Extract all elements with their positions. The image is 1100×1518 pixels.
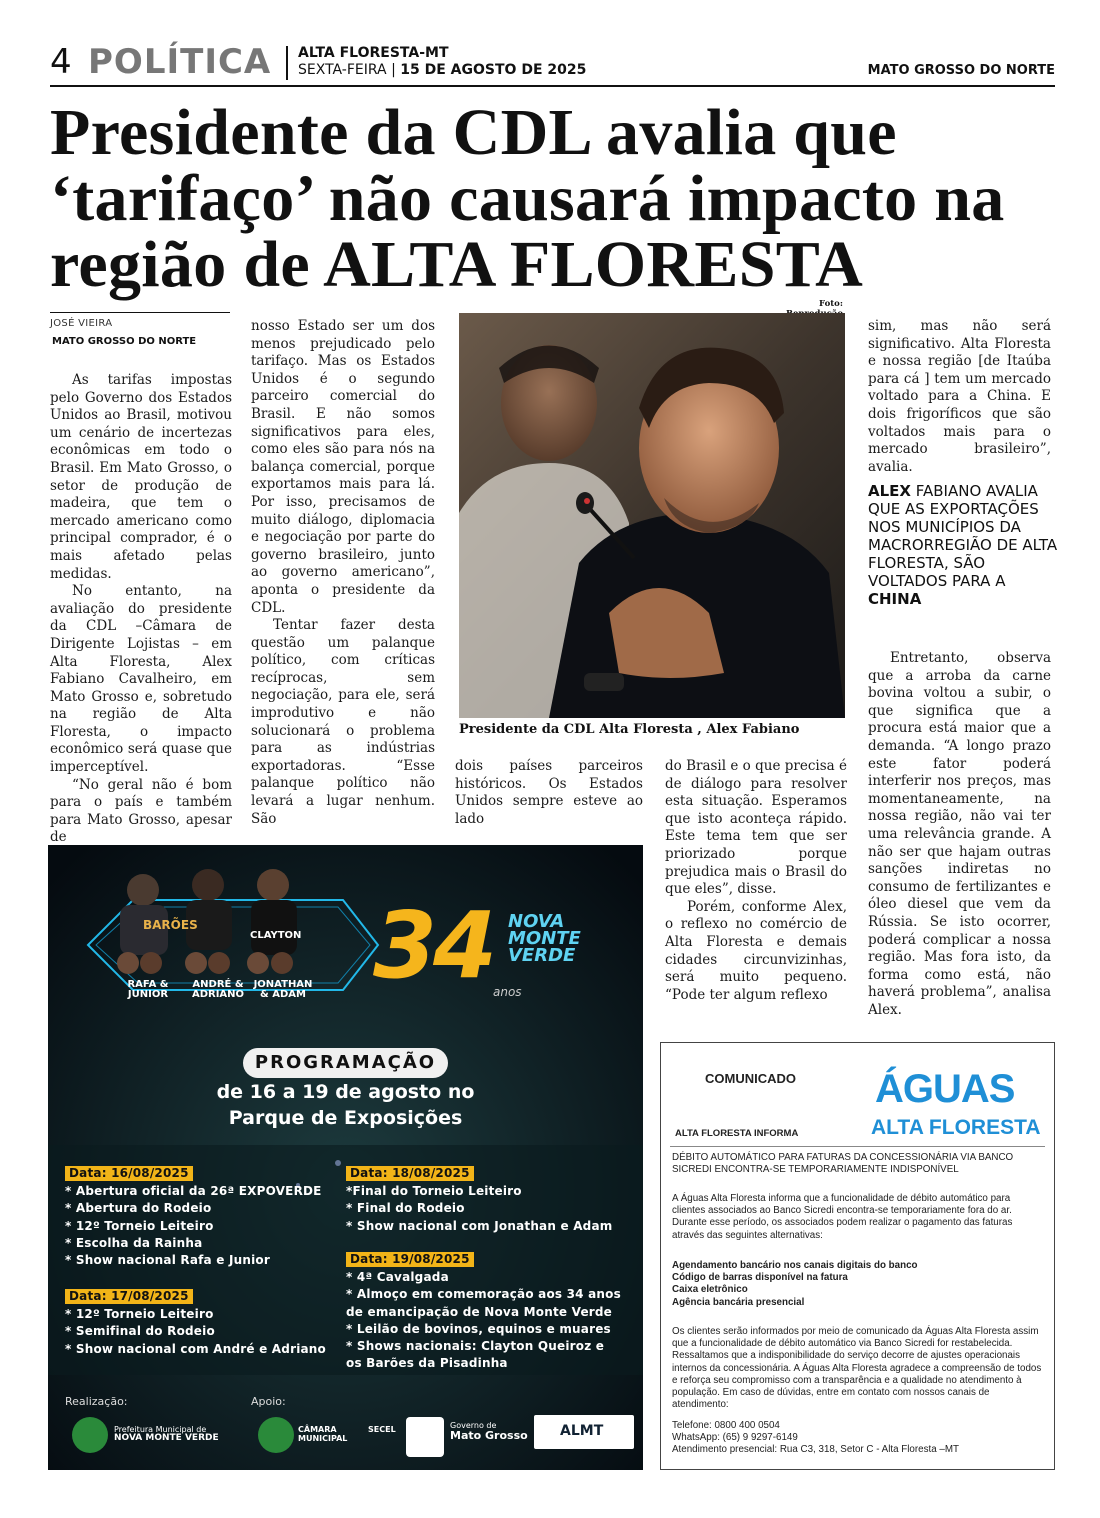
paragraph: dois países parceiros históricos. Os Estados Unidos sempre esteve ao lado: [455, 758, 643, 827]
almt-logo: ALMT: [560, 1423, 604, 1439]
notice-paragraph: A Águas Alta Floresta informa que a funcionalidade de débito automático para clientes associados ao Banco Sicredi encontra-se temporariamente fora do ar. Durante esse período, os associados podem realizar o pagamento das faturas através das seguintes alternativas:: [672, 1193, 1013, 1241]
camara-logo: CÂMARA MUNICIPAL: [298, 1425, 348, 1443]
schedule-item: * Abertura oficial da 26ª EXPOVERDE: [65, 1184, 322, 1198]
schedule-date: Data: 16/08/2025: [65, 1166, 193, 1181]
pull-quote-bold: CHINA: [868, 590, 922, 608]
schedule-day: [65, 1165, 322, 1269]
governo-line: Governo de: [450, 1421, 497, 1430]
ad-dates: de 16 a 19 de agosto no: [216, 1081, 475, 1103]
header-city: ALTA FLORESTA-MT: [298, 45, 449, 61]
schedule-item: * 12º Torneio Leiteiro: [65, 1307, 214, 1321]
pull-quote: [868, 482, 1058, 608]
paragraph: sim, mas não será significativo. Alta Floresta e nossa região [de Itaúba para cá ] tem um mercado voltado para a China. E dois frigoríficos que são voltados mais para o mercado brasileiro”, avalia.: [868, 318, 1051, 475]
notice-rule: [670, 1146, 1045, 1147]
section-title: POLÍTICA: [88, 42, 272, 82]
aguas-logo: ÁGUAS: [875, 1067, 1015, 1111]
headline-line-2: ‘tarifaço’ não causará impacto na: [50, 162, 1005, 235]
paragraph: Tentar fazer desta questão um palanque político, com críticas recíprocas, sem negociação, para ele, será improdutivo e não solucionará o problema para as indústrias exportadoras. “Esse palanque político não levará a lugar nenhum. São: [251, 617, 435, 827]
artist-label: RAFA & JUNIOR: [127, 979, 169, 1000]
pull-quote-text: FABIANO AVALIA QUE AS EXPORTAÇÕES NOS MUNICÍPIOS DA MACRORREGIÃO DE ALTA FLORESTA, SÃO VOLTADOS PARA A: [868, 482, 1058, 590]
schedule-item: * Almoço em comemoração aos 34 anos: [346, 1287, 621, 1302]
schedule-day: [346, 1165, 612, 1235]
page-header: [50, 42, 1055, 82]
schedule-day: [346, 1251, 621, 1373]
paragraph: nosso Estado ser um dos menos prejudicado pelo tarifaço. Mas os Estados Unidos é o segundo parceiro comercial do Brasil. E não somos significativos para eles, como eles são para nós na balança comercial, porque exportamos mais para lá. Por isso, precisamos de muito diálogo, diplomacia e negociação por parte do governo brasileiro, junto ao governo americano”, aponta o presidente da CDL.: [251, 318, 435, 616]
artist-label: JONATHAN & ADAM: [253, 979, 313, 1000]
byline-newspaper: MATO GROSSO DO NORTE: [52, 336, 197, 347]
article-column-5b: [868, 650, 1051, 1019]
photo-credit: Foto:: [819, 299, 843, 309]
notice-informa: ALTA FLORESTA INFORMA: [675, 1128, 799, 1139]
article-column-5: [868, 318, 1051, 476]
schedule-item: * Leilão de bovinos, equinos e muares: [346, 1321, 611, 1336]
schedule-item: * 12º Torneio Leiteiro: [65, 1218, 214, 1233]
notice-contacts: [672, 1420, 1044, 1457]
notice-alternatives: [672, 1260, 1044, 1309]
headline-line-3: região de ALTA FLORESTA: [50, 228, 864, 301]
paragraph: Porém, conforme Alex, o reflexo no comércio de Alta Floresta e demais cidades circunvizinhas, será muito pequeno. “Pode ter algum reflexo: [665, 898, 847, 1003]
schedule-item: de emancipação de Nova Monte Verde: [346, 1304, 613, 1319]
schedule-item: *Final do Torneio Leiteiro: [346, 1184, 522, 1198]
schedule-item: os Barões da Pisadinha: [346, 1356, 508, 1371]
governo-line: Mato Grosso: [450, 1429, 528, 1442]
schedule-item: * Escolha da Rainha: [65, 1235, 203, 1250]
headline-line-1: Presidente da CDL avalia que: [50, 96, 897, 169]
alternative-item: Agendamento bancário nos canais digitais do banco: [672, 1260, 918, 1271]
photo-illustration: [459, 313, 845, 718]
schedule-date: Data: 19/08/2025: [346, 1252, 474, 1267]
article-column-2: [251, 318, 435, 828]
notice-paragraph: Os clientes serão informados por meio de comunicado da Águas Alta Floresta assim que a funcionalidade de débito automático via Banco Sicredi for restabelecida. Ressaltamos que a indisponibilidade do serviço decorre de ajustes operacionais internos da concessionária. A Águas Alta Floresta agradece a compreensão de todos e reforça seu compromisso com a transparência e a qualidade no atendimento à população. Em caso de dúvidas, entre em contato com nossos canais de atendimento:: [672, 1326, 1042, 1411]
prefeitura-line: NOVA MONTE VERDE: [114, 1433, 219, 1443]
paragraph: No entanto, na avaliação do presidente da CDL –Câmara de Dirigente Lojistas – em Alta Floresta, Alex Fabiano Cavalheiro, em Mato Grosso e, sobretudo na região de Alta Floresta, o impacto econômico será quase que imperceptível.: [50, 583, 232, 776]
schedule-day: [65, 1288, 326, 1358]
notice-box: [660, 1042, 1055, 1470]
article-photo: [459, 313, 845, 718]
city-line: NOVA: [508, 911, 565, 932]
schedule-item: * Final do Rodeio: [346, 1201, 465, 1216]
schedule-item: * Show nacional com André e Adriano: [65, 1341, 326, 1356]
header-date-line: SEXTA-FEIRA | 15 DE AGOSTO DE 2025: [298, 62, 587, 78]
ad-place: Parque de Exposições: [228, 1107, 463, 1129]
city-line: MONTE: [508, 928, 581, 949]
prefeitura-line: Prefeitura Municipal de: [114, 1425, 207, 1434]
governo-logo: [450, 1421, 528, 1442]
notice-headline: DÉBITO AUTOMÁTICO PARA FATURAS DA CONCESSIONÁRIA VIA BANCO SICREDI ENCONTRA-SE TEMPORARIAMENTE INDISPONÍVEL: [672, 1152, 1014, 1176]
photo-caption: Presidente da CDL Alta Floresta , Alex Fabiano: [459, 722, 800, 737]
schedule-item: * Show nacional Rafa e Junior: [65, 1253, 270, 1268]
contact-phone: Telefone: 0800 400 0504: [672, 1420, 780, 1431]
artist-label: BARÕES: [143, 918, 198, 932]
aguas-logo-sub: ALTA FLORESTA: [871, 1116, 1041, 1139]
prefeitura-logo: [114, 1425, 219, 1443]
article-column-4: [665, 758, 847, 1004]
paragraph: “No geral não é bom para o país e também para Mato Grosso, apesar de: [50, 776, 232, 846]
paragraph: do Brasil e o que precisa é de diálogo para resolver esta situação. Esperamos que isto aconteça rápido. Este tema tem que ser priorizado porque prejudica mais o Brasil do que eles”, disse.: [665, 758, 847, 898]
schedule-date: Data: 17/08/2025: [65, 1289, 193, 1304]
artist-label: ANDRÉ & ADRIANO: [191, 979, 245, 1000]
ad-city-name: [508, 913, 581, 964]
schedule-date: Data: 18/08/2025: [346, 1166, 474, 1181]
contact-whatsapp: WhatsApp: (65) 9 9297-6149: [672, 1432, 798, 1444]
alternative-item: Código de barras disponível na fatura: [672, 1272, 848, 1284]
secel-logo: SECEL: [368, 1425, 396, 1434]
ad-anos: anos: [493, 985, 522, 999]
city-line: VERDE: [508, 945, 576, 966]
alternative-item: Agência bancária presencial: [672, 1296, 805, 1308]
paragraph: Entretanto, observa que a arroba da carne bovina voltou a subir, o que significa que a procura está maior que a demanda. “A longo prazo este fator poderá interferir nos preços, mas momentaneamente, na nossa região, não vai ter uma relevância grande. A não ser que hajam outras sanções indiretas no consumo de fertilizantes e óleo diesel que vem da Rússia. Se isto ocorrer, poderá complicar a nossa região. Mas fora isto, da forma como está, não haverá problema”, analisa Alex.: [868, 650, 1051, 1018]
schedule-item: * Shows nacionais: Clayton Queiroz e: [346, 1339, 605, 1354]
pull-quote-bold: ALEX: [868, 482, 911, 500]
article-headline: [50, 96, 1060, 301]
header-newspaper: MATO GROSSO DO NORTE: [867, 63, 1055, 78]
schedule-item: * Semifinal do Rodeio: [65, 1324, 215, 1339]
alternative-item: Caixa eletrônico: [672, 1284, 748, 1296]
article-column-1: [50, 372, 232, 847]
byline-rule: [50, 312, 230, 313]
notice-heading: COMUNICADO: [705, 1071, 796, 1086]
ad-apoio-label: Apoio:: [251, 1395, 286, 1408]
contact-address: Atendimento presencial: Rua C3, 318, Setor C - Alta Floresta –MT: [672, 1444, 959, 1456]
schedule-item: * Show nacional com Jonathan e Adam: [346, 1218, 613, 1233]
schedule-item: * 4ª Cavalgada: [346, 1270, 449, 1284]
ad-anniversary-number: 34: [373, 892, 494, 999]
author-name: JOSÉ VIEIRA: [50, 318, 113, 329]
schedule-item: * Abertura do Rodeio: [65, 1201, 212, 1216]
article-column-3: [455, 758, 643, 828]
header-date: 15 DE AGOSTO DE 2025: [400, 62, 587, 78]
ad-realizacao-label: Realização:: [65, 1395, 128, 1408]
event-advertisement: [48, 845, 643, 1470]
header-weekday: SEXTA-FEIRA: [298, 62, 387, 78]
paragraph: As tarifas impostas pelo Governo dos Estados Unidos ao Brasil, motivou um cenário de incertezas econômicas em todo o Brasil. Em Mato Grosso, o setor de produção de madeira, que tem o mercado americano como principal comprador, é o mais afetado pelas medidas.: [50, 372, 232, 582]
artist-label: CLAYTON: [250, 930, 302, 941]
page-number: 4: [50, 42, 72, 82]
header-divider: [286, 46, 288, 80]
header-rule: [50, 85, 1055, 87]
ad-programacao-title: PROGRAMAÇÃO: [243, 1048, 448, 1078]
